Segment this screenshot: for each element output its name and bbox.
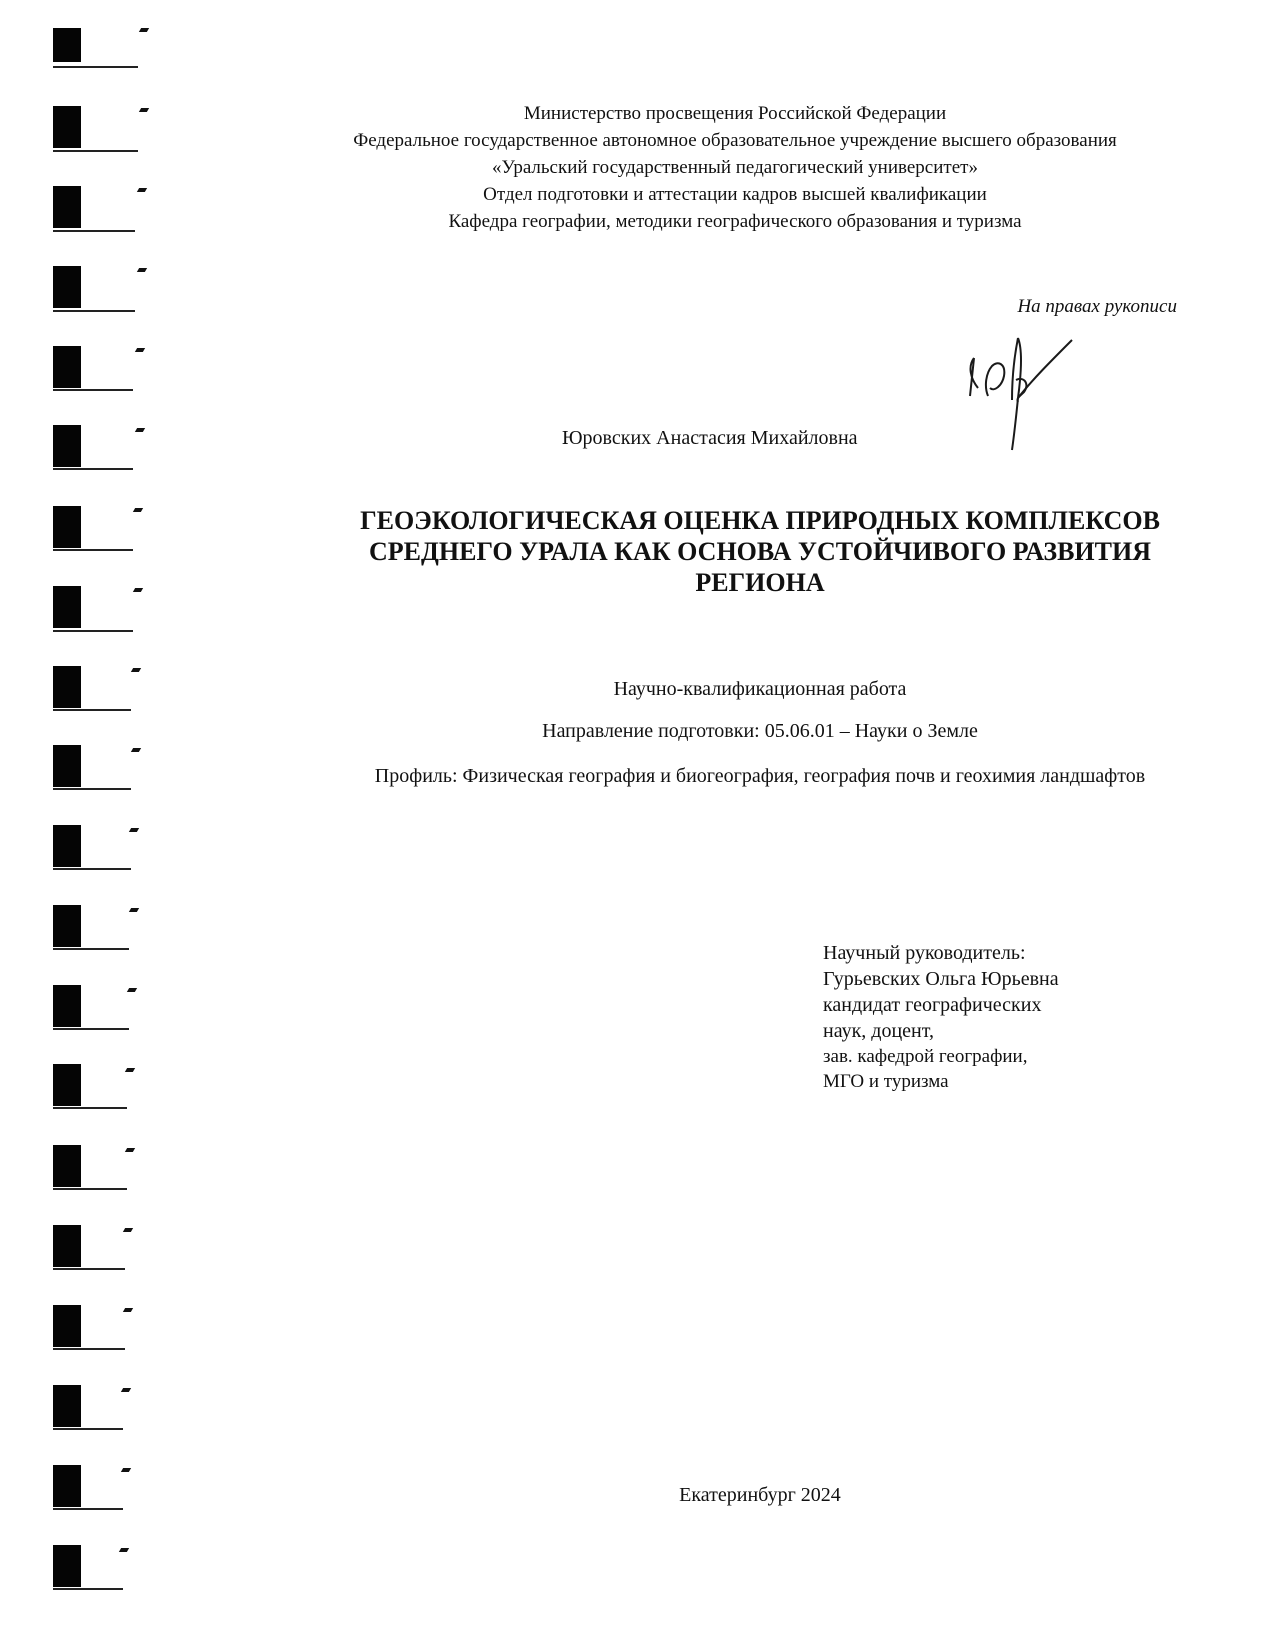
binding-holes	[0, 0, 160, 1650]
supervisor-label: Научный руководитель:	[823, 942, 1026, 964]
binding-hole	[53, 468, 133, 470]
author-name: Юровских Анастасия Михайловна	[562, 427, 858, 449]
binding-hole	[53, 709, 131, 711]
supervisor-name: Гурьевских Ольга Юрьевна	[823, 968, 1059, 990]
binding-mark	[123, 1228, 133, 1232]
binding-hole	[53, 948, 129, 950]
binding-hole	[53, 825, 81, 867]
supervisor-block	[823, 940, 1059, 1094]
binding-hole	[53, 549, 133, 551]
binding-mark	[139, 108, 149, 112]
binding-mark	[129, 828, 139, 832]
binding-hole	[53, 1508, 123, 1510]
ministry-line: Министерство просвещения Российской Федерации	[523, 103, 947, 124]
binding-hole	[53, 266, 81, 308]
binding-mark	[137, 188, 147, 192]
supervisor-position: зав. кафедрой географии,	[823, 1046, 1028, 1067]
binding-mark	[137, 268, 147, 272]
binding-hole	[53, 1465, 81, 1507]
binding-mark	[119, 1548, 129, 1552]
binding-hole	[53, 1348, 125, 1350]
department-line: Отдел подготовки и аттестации кадров высшей квалификации	[483, 184, 987, 205]
title-line: СРЕДНЕГО УРАЛА КАК ОСНОВА УСТОЙЧИВОГО РАЗВИТИЯ	[369, 537, 1151, 566]
binding-hole	[53, 788, 131, 790]
chair-line: Кафедра географии, методики географического образования и туризма	[448, 211, 1022, 232]
binding-mark	[133, 508, 143, 512]
city-year: Екатеринбург 2024	[679, 1484, 841, 1506]
institution-line: Федеральное государственное автономное образовательное учреждение высшего образования	[353, 130, 1117, 151]
binding-mark	[121, 1468, 131, 1472]
binding-hole	[53, 868, 131, 870]
study-direction: Направление подготовки: 05.06.01 – Науки о Земле	[542, 720, 978, 742]
manuscript-note: На правах рукописи	[1017, 296, 1177, 317]
binding-hole	[53, 1028, 129, 1030]
signature-mark	[960, 318, 1080, 458]
supervisor-position: МГО и туризма	[823, 1071, 949, 1092]
work-type: Научно-квалификационная работа	[613, 678, 907, 700]
binding-mark	[135, 348, 145, 352]
university-line: «Уральский государственный педагогический университет»	[492, 157, 978, 178]
binding-mark	[121, 1388, 131, 1392]
binding-mark	[129, 908, 139, 912]
binding-mark	[125, 1148, 135, 1152]
binding-hole	[53, 1588, 123, 1590]
binding-hole	[53, 985, 81, 1027]
binding-hole	[53, 1305, 81, 1347]
binding-hole	[53, 1107, 127, 1109]
binding-hole	[53, 1188, 127, 1190]
binding-hole	[53, 346, 81, 388]
binding-mark	[125, 1068, 135, 1072]
supervisor-degree: наук, доцент,	[823, 1020, 934, 1042]
binding-hole	[53, 1545, 81, 1587]
binding-hole	[53, 389, 133, 391]
binding-hole	[53, 66, 138, 68]
binding-hole	[53, 1225, 81, 1267]
binding-mark	[133, 588, 143, 592]
binding-hole	[53, 506, 81, 548]
institution-header	[200, 100, 1270, 235]
binding-hole	[53, 905, 81, 947]
binding-hole	[53, 1385, 81, 1427]
title-line: РЕГИОНА	[695, 568, 825, 597]
binding-mark	[131, 668, 141, 672]
binding-hole	[53, 745, 81, 787]
binding-hole	[53, 230, 135, 232]
title-line: ГЕОЭКОЛОГИЧЕСКАЯ ОЦЕНКА ПРИРОДНЫХ КОМПЛЕКСОВ	[360, 506, 1160, 535]
binding-hole	[53, 150, 138, 152]
binding-hole	[53, 630, 133, 632]
dissertation-title	[260, 505, 1260, 598]
binding-hole	[53, 1145, 81, 1187]
binding-mark	[127, 988, 137, 992]
binding-hole	[53, 666, 81, 708]
binding-mark	[135, 428, 145, 432]
binding-hole	[53, 310, 135, 312]
study-profile: Профиль: Физическая география и биогеография, география почв и геохимия ландшафтов	[374, 765, 1146, 787]
binding-hole	[53, 586, 81, 628]
binding-hole	[53, 1268, 125, 1270]
binding-mark	[139, 28, 149, 32]
binding-mark	[123, 1308, 133, 1312]
binding-mark	[131, 748, 141, 752]
binding-hole	[53, 425, 81, 467]
binding-hole	[53, 1064, 81, 1106]
supervisor-degree: кандидат географических	[823, 994, 1042, 1016]
binding-hole	[53, 106, 81, 148]
binding-hole	[53, 186, 81, 228]
binding-hole	[53, 28, 81, 62]
binding-hole	[53, 1428, 123, 1430]
